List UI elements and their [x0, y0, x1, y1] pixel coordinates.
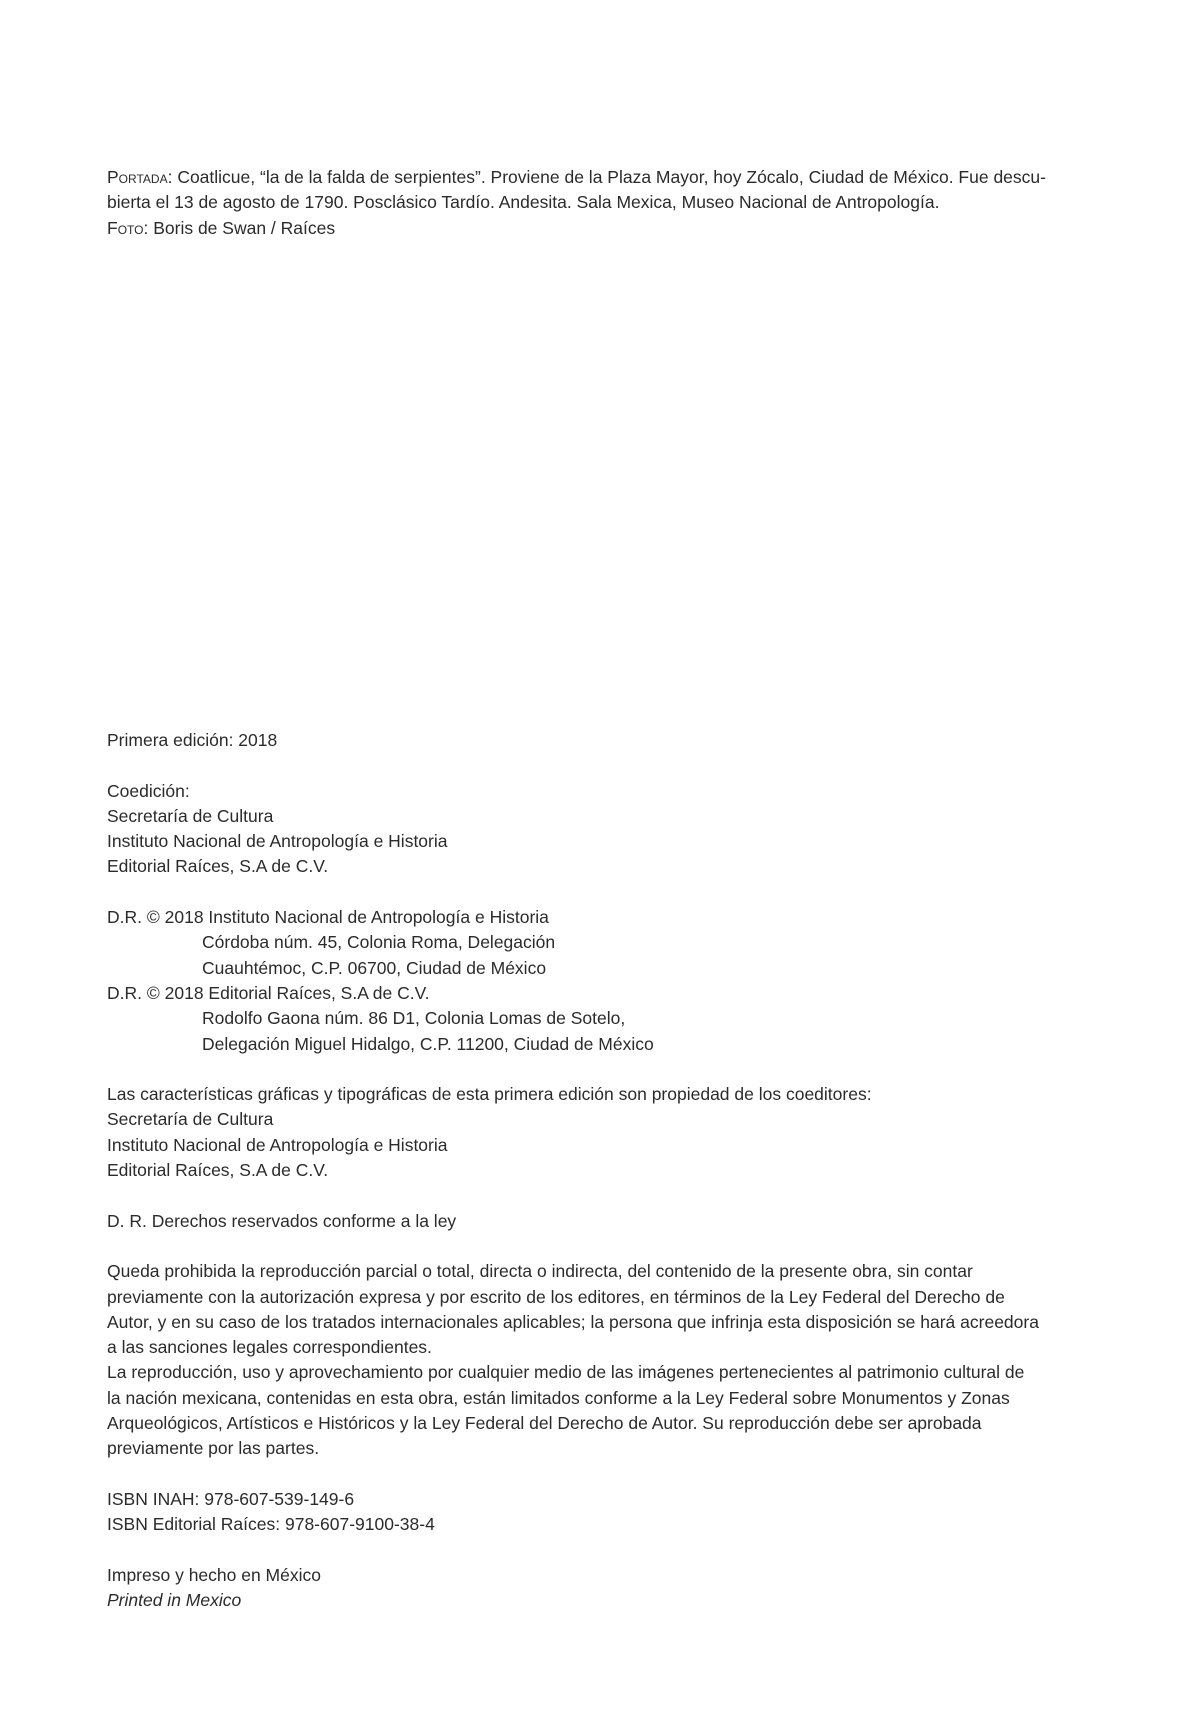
edition-line: Primera edición: 2018 [107, 730, 278, 750]
legal-p1-line-2: previamente con la autorización expresa y por escrito de los editores, en términos de la Ley Federal del Derecho de [107, 1286, 1005, 1307]
isbn-raices: ISBN Editorial Raíces: 978-607-9100-38-4 [107, 1514, 435, 1535]
cover-caption [107, 165, 1046, 241]
photo-credit: Boris de Swan / Raíces [153, 217, 336, 238]
inah-address-1: Córdoba núm. 45, Colonia Roma, Delegación [202, 932, 556, 953]
owner-3: Editorial Raíces, S.A de C.V. [107, 1160, 329, 1181]
photo-label: Foto: [107, 217, 149, 238]
owner-2: Instituto Nacional de Antropología e Historia [107, 1134, 448, 1155]
cover-caption-line-1 [107, 165, 1046, 190]
rights-reserved: D. R. Derechos reservados conforme a la ley [107, 1210, 457, 1231]
isbn-inah: ISBN INAH: 978-607-539-149-6 [107, 1488, 355, 1509]
printed-in-es: Impreso y hecho en México [107, 1564, 321, 1585]
inah-address-2: Cuauhtémoc, C.P. 06700, Ciudad de México [202, 957, 547, 978]
graphic-properties-intro: Las características gráficas y tipográficas de esta primera edición son propiedad de los coeditores: [107, 1084, 872, 1105]
coeditor-3: Editorial Raíces, S.A de C.V. [107, 856, 329, 877]
cover-caption-line-2: bierta el 13 de agosto de 1790. Posclásico Tardío. Andesita. Sala Mexica, Museo Nacional de Antropología. [107, 192, 940, 213]
legal-p2-line-2: la nación mexicana, contenidas en esta obra, están limitados conforme a la Ley Federal sobre Monumentos y Zonas [107, 1387, 1010, 1408]
raices-address-2: Delegación Miguel Hidalgo, C.P. 11200, Ciudad de México [202, 1033, 654, 1054]
rights-holder-raices: D.R. © 2018 Editorial Raíces, S.A de C.V. [107, 982, 430, 1003]
photo-credit-line [107, 216, 1037, 241]
coeditor-2: Instituto Nacional de Antropología e Historia [107, 831, 448, 852]
coedition-heading: Coedición: [107, 780, 190, 801]
colophon [107, 728, 1037, 1613]
legal-p2-line-1: La reproducción, uso y aprovechamiento por cualquier medio de las imágenes pertenecientes al patrimonio cultural de [107, 1362, 1025, 1383]
legal-p1-line-3: Autor, y en su caso de los tratados internacionales aplicables; la persona que infrinja esta disposición se hará acreedora [107, 1311, 1039, 1332]
legal-p1-line-1: Queda prohibida la reproducción parcial o total, directa o indirecta, del contenido de la presente obra, sin contar [107, 1261, 973, 1282]
raices-address-1: Rodolfo Gaona núm. 86 D1, Colonia Lomas de Sotelo, [202, 1008, 626, 1029]
rights-holder-inah: D.R. © 2018 Instituto Nacional de Antropología e Historia [107, 907, 549, 928]
cover-label: Portada: [107, 167, 173, 187]
legal-p2-line-4: previamente por las partes. [107, 1438, 320, 1459]
cover-caption-text-1: Coatlicue, “la de la falda de serpientes”. Proviene de la Plaza Mayor, hoy Zócalo, Ciudad de México. Fue descu- [177, 167, 1046, 187]
legal-p1-line-4: a las sanciones legales correspondientes. [107, 1337, 432, 1358]
legal-p2-line-3: Arqueológicos, Artísticos e Históricos y la Ley Federal del Derecho de Autor. Su reproducción debe ser aprobada [107, 1413, 982, 1434]
owner-1: Secretaría de Cultura [107, 1109, 274, 1130]
coeditor-1: Secretaría de Cultura [107, 805, 274, 826]
printed-in-en: Printed in Mexico [107, 1590, 242, 1611]
